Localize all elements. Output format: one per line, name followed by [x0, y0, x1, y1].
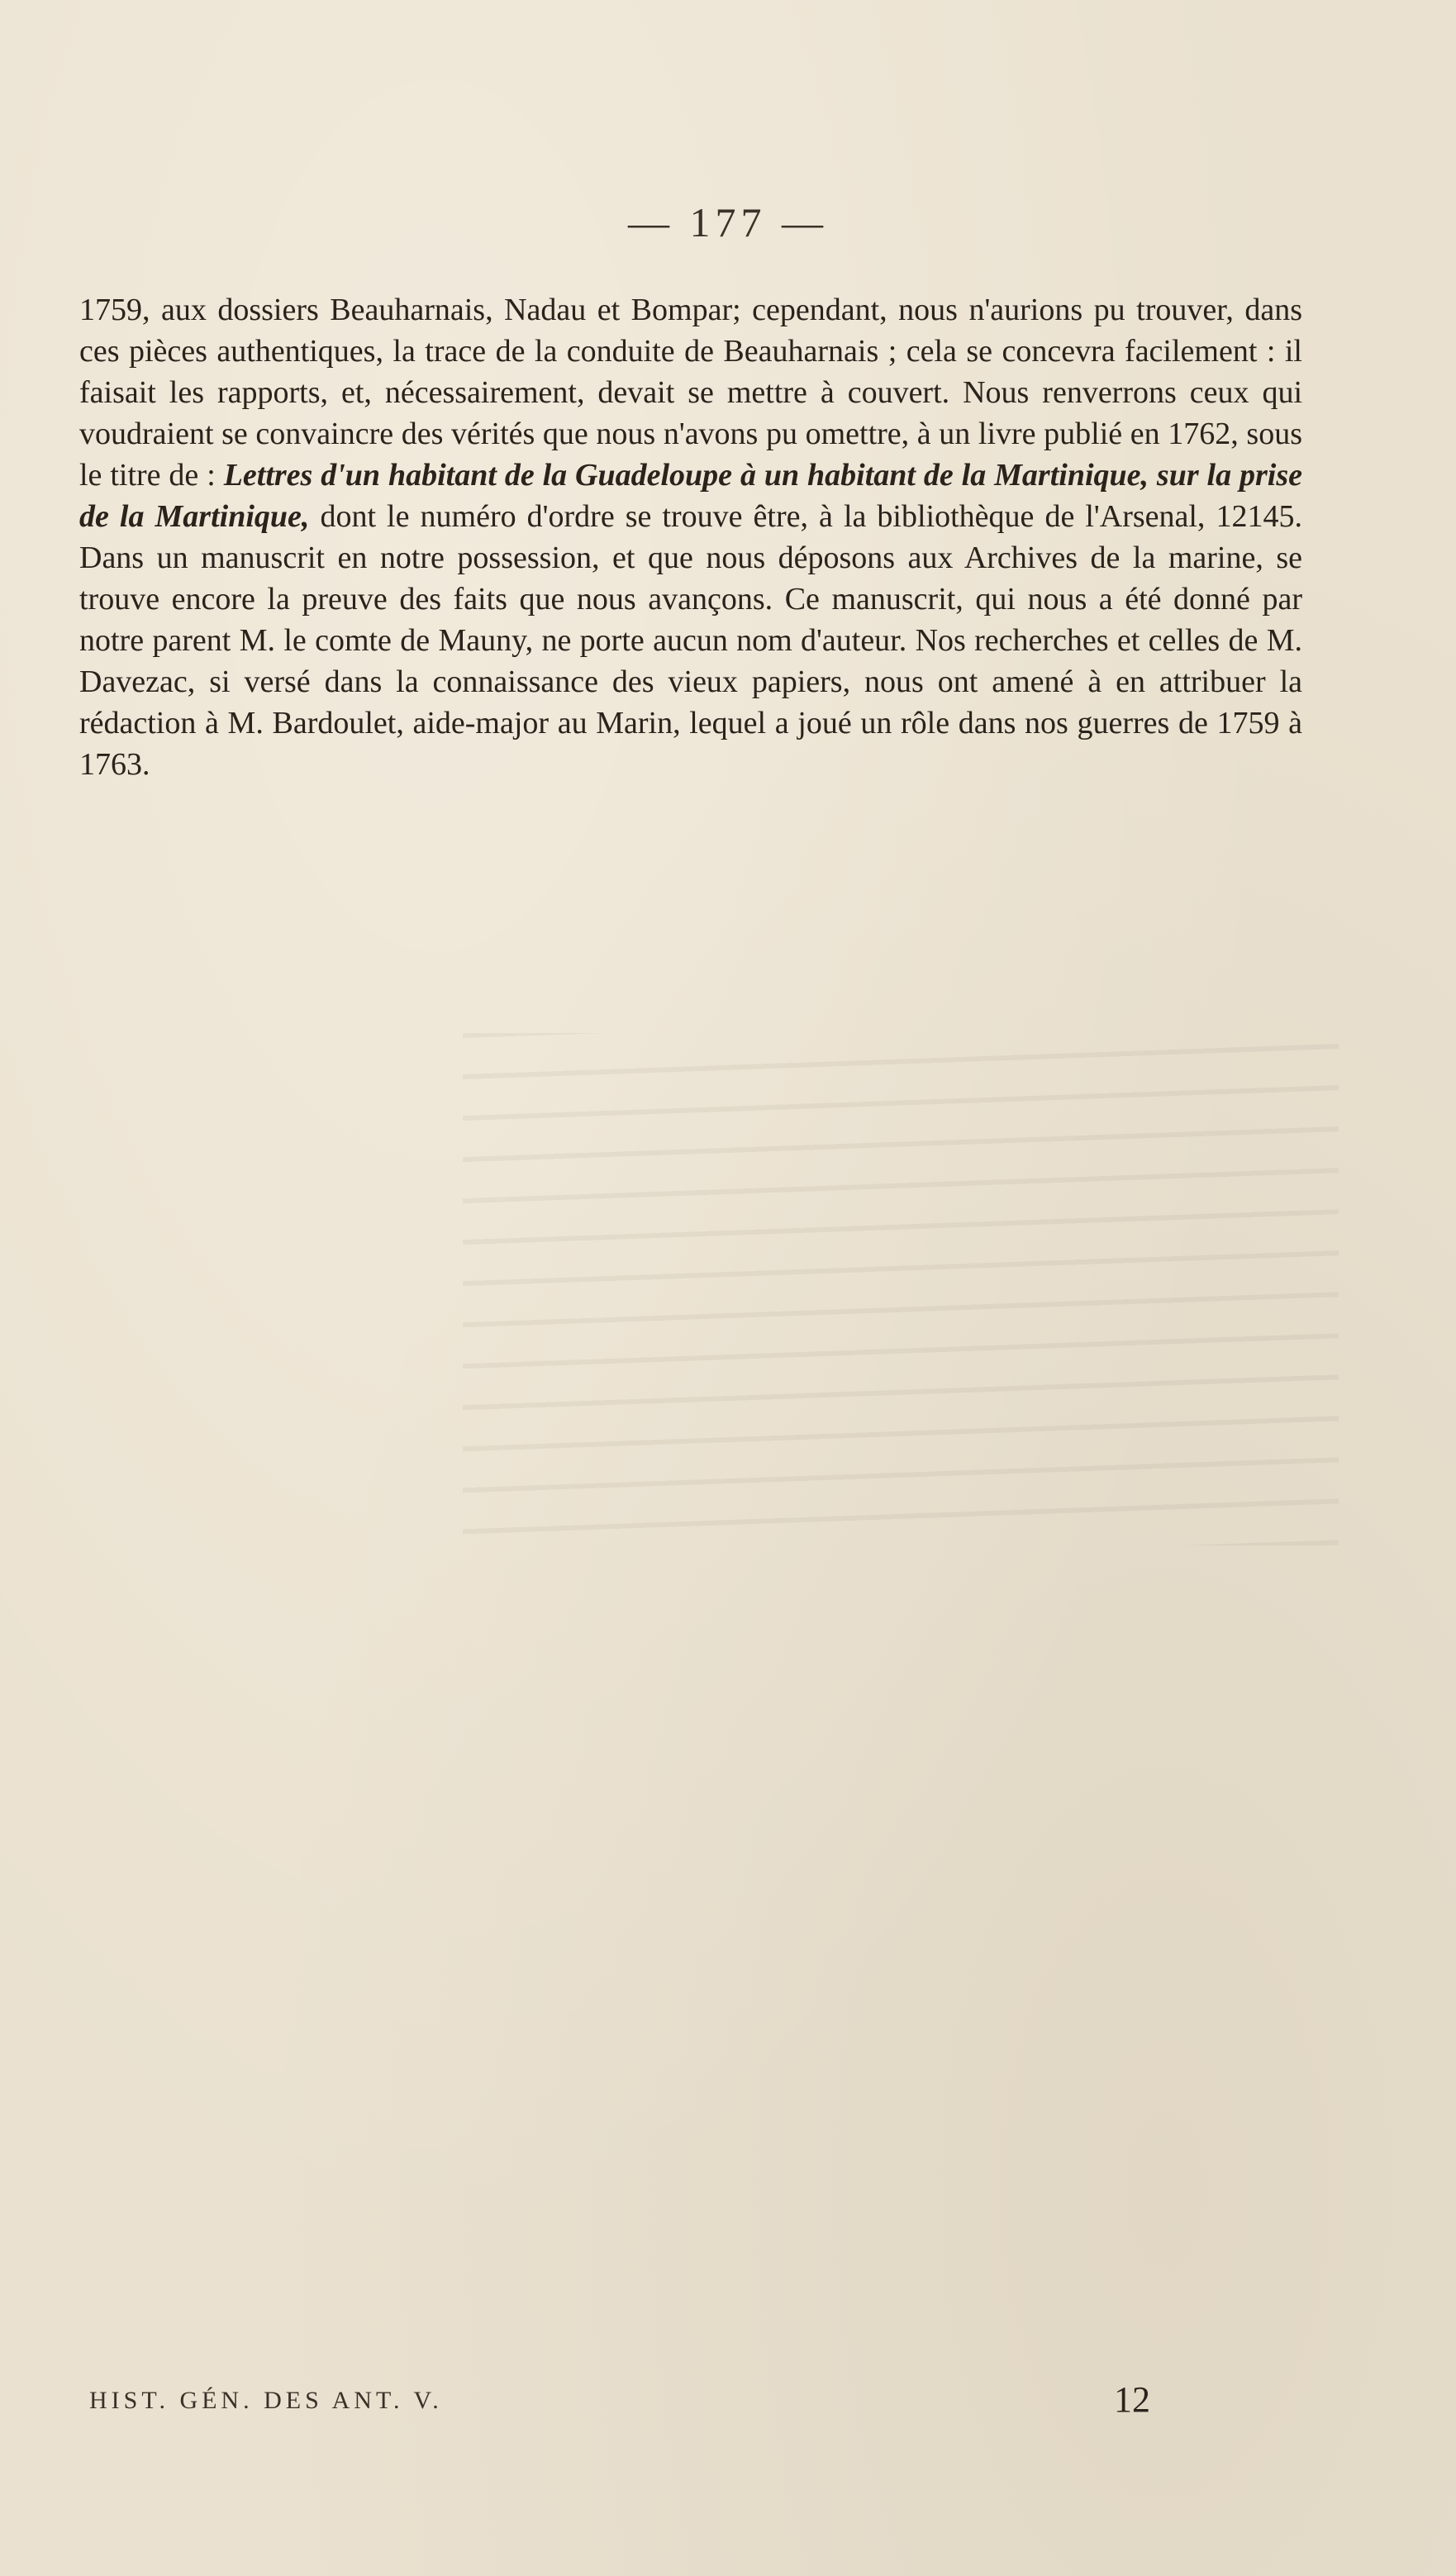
footer-signature: HIST. GÉN. DES ANT. V.	[89, 2387, 443, 2414]
body-text-segment-3: dont le numéro d'ordre se trouve être, à la bibliothèque de l'Arsenal, 12145. Dans un manuscrit en notre possession, et que nous déposons aux Archives de la marine, se trouve encore la preuve des faits que nous avançons. Ce manuscrit, qui nous a été donné par notre parent M. le comte de Mauny, ne porte aucun nom d'auteur. Nos recherches et celles de M. Davezac, si versé dans la connaissance des vieux papiers, nous ont amené à en attribuer la rédaction à M. Bardoulet, aide-major au Marin, lequel a joué un rôle dans nos guerres de 1759 à 1763.	[79, 499, 1302, 782]
footer-sheet-number: 12	[1114, 2379, 1150, 2420]
body-text-segment-1: 1759, aux dossiers Beauharnais, Nadau et Bompar; cependant, nous n'aurions pu trouver, dans ces pièces authentiques, la trace de la conduite de Beauharnais ; cela se concevra facilement : il faisait les rapports, et, nécessairement, devait se mettre à couvert. Nous renverrons ceux qui voudraient se convaincre des vérités que nous n'avons pu omettre, à un livre publié en 1762, sous le titre de :	[79, 293, 1302, 493]
reverse-side-show-through	[463, 1033, 1339, 1545]
body-paragraph	[79, 289, 1302, 785]
body-text-italic-title: Lettres d'un habitant de la Guadeloupe à un habitant de la Martinique, sur la prise de la Martinique,	[79, 458, 1303, 534]
page-number: — 177 —	[628, 199, 828, 245]
